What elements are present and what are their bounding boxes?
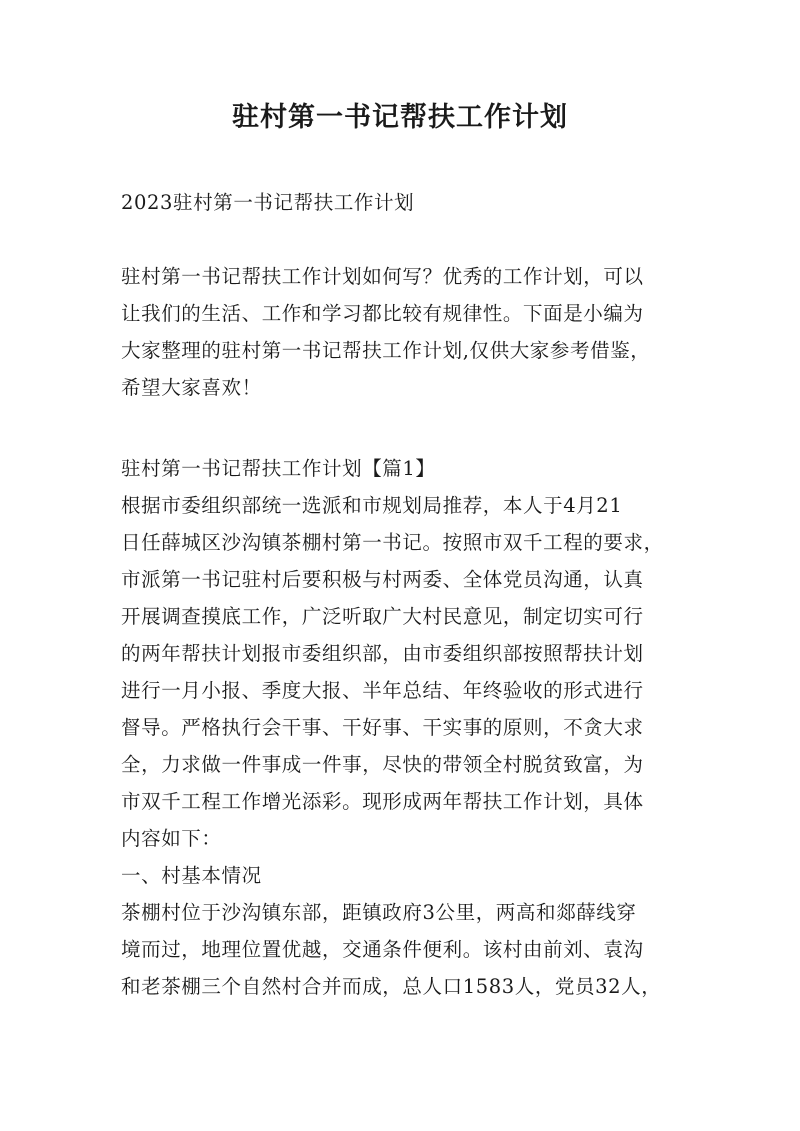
section-heading: 驻村第一书记帮扶工作计划【篇1】 — [121, 457, 436, 480]
body-line: 市双千工程工作增光添彩。现形成两年帮扶工作计划，具体 — [121, 790, 644, 813]
body-line: 日任薛城区沙沟镇茶棚村第一书记。按照市双千工程的要求， — [121, 531, 664, 554]
intro-line: 让我们的生活、工作和学习都比较有规律性。下面是小编为 — [121, 302, 644, 325]
intro-line: 希望大家喜欢！ — [121, 376, 262, 399]
body-line: 进行一月小报、季度大报、半年总结、年终验收的形式进行 — [121, 679, 644, 702]
subsection-line: 境而过，地理位置优越，交通条件便利。该村由前刘、袁沟 — [121, 938, 644, 961]
subsection-heading: 一、村基本情况 — [121, 864, 262, 887]
intro-line: 大家整理的驻村第一书记帮扶工作计划,仅供大家参考借鉴， — [121, 339, 651, 362]
subsection-line: 茶棚村位于沙沟镇东部，距镇政府3公里，两高和郯薛线穿 — [121, 901, 637, 924]
body-line: 督导。严格执行会干事、干好事、干实事的原则，不贪大求 — [121, 716, 644, 739]
subtitle-block — [121, 184, 691, 221]
body-line: 开展调查摸底工作，广泛听取广大村民意见，制定切实可行 — [121, 605, 644, 628]
body-line: 内容如下： — [121, 827, 222, 850]
intro-line: 驻村第一书记帮扶工作计划如何写？优秀的工作计划，可以 — [121, 265, 644, 288]
document-title: 驻村第一书记帮扶工作计划 — [232, 102, 568, 133]
body-line: 的两年帮扶计划报市委组织部，由市委组织部按照帮扶计划 — [121, 642, 644, 665]
intro-paragraph — [121, 258, 691, 406]
document-subtitle: 2023驻村第一书记帮扶工作计划 — [121, 191, 415, 214]
section-1 — [121, 450, 691, 1005]
body-line: 根据市委组织部统一选派和市规划局推荐，本人于4月21 — [121, 494, 623, 517]
body-line: 全，力求做一件事成一件事，尽快的带领全村脱贫致富，为 — [121, 753, 644, 776]
body-line: 市派第一书记驻村后要积极与村两委、全体党员沟通，认真 — [121, 568, 644, 591]
subsection-line: 和老茶棚三个自然村合并而成，总人口1583人，党员32人， — [121, 975, 662, 998]
